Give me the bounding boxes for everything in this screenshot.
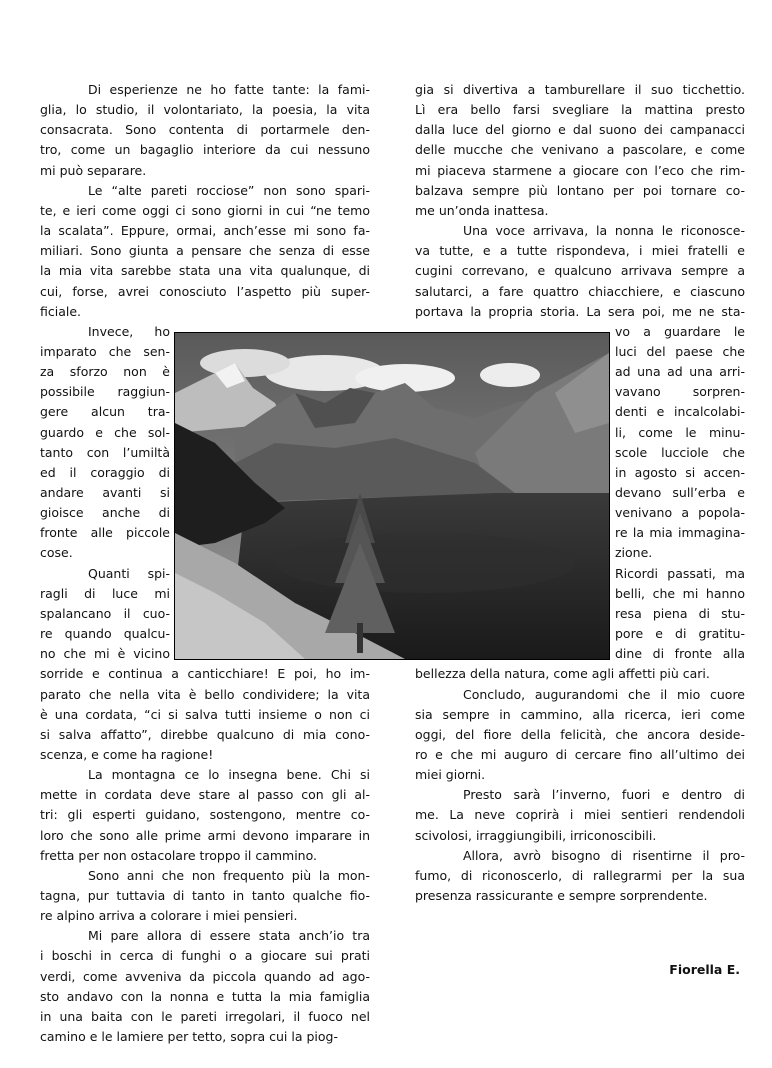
right-col-line: Una voce arrivava, la nonna le riconosce-: [463, 223, 745, 239]
right-col-line: zione.: [615, 545, 653, 561]
right-col-line: denti e incalcolabi-: [615, 404, 745, 420]
left-col-line: ficiale.: [40, 303, 82, 319]
right-col-line: in agosto si accen-: [615, 464, 745, 480]
right-col-line: scivolosi, irraggiungibili, irriconoscibili.: [415, 827, 657, 843]
right-col-line: Presto sarà l’inverno, fuori e dentro di: [463, 787, 745, 803]
right-col-line: sia sempre in cammino, alla ricerca, ieri come: [415, 706, 745, 722]
left-col-line: sorride e continua a canticchiare! E poi, ho im-: [40, 666, 370, 682]
left-col-line: te, e ieri come oggi ci sono giorni in cui “ne temo: [40, 202, 370, 218]
left-col-line: gere alcun tra-: [40, 404, 170, 420]
left-col-line: cose.: [40, 545, 73, 561]
left-col-line: tanto con l’umiltà: [40, 444, 170, 460]
left-col-line: i boschi in cerca di funghi o a giocare sui prati: [40, 948, 370, 964]
right-col-line: delle mucche che venivano a pascolare, e come: [415, 142, 745, 158]
right-col-line: re la mia immagina-: [615, 525, 745, 541]
left-col-line: guardo e che sol-: [40, 424, 170, 440]
left-col-line: consacrata. Sono contenta di portarmele den-: [40, 122, 370, 138]
left-col-line: fretta per non ostacolare troppo il cammino.: [40, 847, 318, 863]
left-col-line: parato che nella vita è bello condividere; la vita: [40, 686, 370, 702]
right-col-line: cugini correvano, e qualcuno arrivava sempre a: [415, 263, 745, 279]
right-col-line: belli, che mi hanno: [615, 585, 745, 601]
right-col-line: venivano a popola-: [615, 505, 745, 521]
left-col-line: andare avanti si: [40, 485, 170, 500]
left-col-line: scenza, e come ha ragione!: [40, 746, 214, 762]
right-col-line: bellezza della natura, come agli affetti più cari.: [415, 666, 710, 682]
left-col-line: re quando qualcu-: [40, 626, 170, 642]
right-col-line: portava la propria storia. La sera poi, me ne sta-: [415, 303, 745, 319]
left-col-line: è una cordata, “ci si salva tutti insieme o non ci: [40, 706, 370, 722]
left-col-line: La montagna ce lo insegna bene. Chi si: [88, 767, 370, 783]
left-col-line: Di esperienze ne ho fatte tante: la fami-: [88, 82, 370, 97]
left-col-line: la mia vita sarebbe stata una vita qualunque, di: [40, 263, 370, 279]
author-signature: Fiorella E.: [669, 962, 740, 977]
right-col-line: mi piaceva starmene a giocare con l’eco che rim-: [415, 162, 745, 178]
left-col-line: cui, forse, avrei conosciuto l’aspetto più super-: [40, 283, 370, 299]
left-col-line: Quanti spi-: [88, 565, 170, 581]
right-col-line: Concludo, augurandomi che il mio cuore: [463, 686, 745, 702]
left-col-line: camino e le lamiere per tetto, sopra cui la piog-: [40, 1029, 338, 1045]
right-col-line: vavano sorpren-: [615, 384, 745, 400]
left-col-line: za sforzo non è: [40, 364, 170, 380]
left-col-line: Invece, ho: [88, 323, 170, 339]
right-col-line: me un’onda inattesa.: [415, 202, 549, 218]
right-col-line: ro e che mi auguro di cercare fino all’ultimo dei: [415, 746, 745, 762]
left-col-line: miliari. Sono giunta a pensare che senza di esse: [40, 243, 370, 259]
right-col-line: salutarci, a fare quattro chiacchiere, e ciascuno: [415, 283, 745, 299]
right-col-line: va tutte, e a tutte rispondeva, i miei fratelli e: [415, 243, 745, 259]
left-col-line: loro che sono alle prime armi devono imparare in: [40, 827, 370, 843]
left-col-line: la scalata”. Eppure, ormai, anch’esse mi sono fa-: [40, 223, 370, 239]
right-col-line: Ricordi passati, ma: [615, 565, 745, 581]
right-col-line: me. La neve coprirà i miei sentieri rendendoli: [415, 807, 745, 823]
left-col-line: spalancano il cuo-: [40, 605, 170, 621]
left-col-line: imparato che sen-: [40, 343, 170, 359]
left-col-line: possibile raggiun-: [40, 384, 170, 400]
right-col-line: ad una ad una arri-: [615, 364, 745, 380]
right-col-line: resa piena di stu-: [615, 605, 745, 621]
right-col-line: fumo, di riconoscerlo, di rallegrarmi per la sua: [415, 867, 745, 883]
left-col-line: tro, come un bagaglio interiore da cui nessuno: [40, 142, 370, 158]
right-col-line: balzava sempre più lontano per poi tornare co-: [415, 182, 745, 198]
left-col-line: gioisce anche di: [40, 505, 170, 521]
left-col-line: mi può separare.: [40, 162, 147, 178]
left-col-line: fronte alle piccole: [40, 525, 170, 541]
left-col-line: Le “alte pareti rocciose” non sono spari-: [88, 182, 370, 198]
left-col-line: in una baita con le pareti irregolari, il fuoco nel: [40, 1008, 370, 1024]
right-col-line: oggi, del fiore della felicità, che ancora deside-: [415, 726, 745, 742]
left-col-line: glia, lo studio, il volontariato, la poesia, la vita: [40, 102, 370, 118]
left-col-line: no che mi è vicino: [40, 646, 170, 662]
left-col-line: ragli di luce mi: [40, 585, 170, 601]
right-col-line: vo a guardare le: [615, 323, 745, 339]
right-col-line: dalla luce del giorno e dal suono dei campanacci: [415, 122, 745, 138]
right-col-line: presenza rassicurante e sempre sorprendente.: [415, 888, 708, 903]
left-col-line: Mi pare allora di essere stata anch’io tra: [88, 928, 370, 944]
mountain-lake-photo: [174, 332, 610, 660]
left-col-line: sto andavo con la nonna e tutta la mia famiglia: [40, 988, 370, 1004]
right-col-line: li, come le minu-: [615, 424, 745, 440]
right-col-line: dine di fronte alla: [615, 646, 745, 662]
left-col-line: tagna, pur tuttavia di tanto in tanto qualche fio-: [40, 888, 370, 903]
right-col-line: scole lucciole che: [615, 444, 745, 460]
left-col-line: Sono anni che non frequento più la mon-: [88, 867, 370, 883]
left-col-line: ed il coraggio di: [40, 464, 170, 480]
left-col-line: tri: gli esperti guidano, sostengono, mentre co-: [40, 807, 370, 823]
right-col-line: gia si divertiva a tamburellare il suo ticchettio.: [415, 82, 745, 97]
right-col-line: luci del paese che: [615, 343, 745, 359]
right-col-line: Lì era bello farsi svegliare la mattina presto: [415, 102, 745, 118]
left-col-line: mette in cordata deve stare al passo con gli al-: [40, 787, 370, 803]
right-col-line: miei giorni.: [415, 767, 486, 783]
left-col-line: si salva affatto”, direbbe qualcuno di mia cono-: [40, 726, 370, 742]
right-col-line: devano sull’erba e: [615, 485, 745, 500]
right-col-line: pore e di gratitu-: [615, 626, 745, 642]
right-col-line: Allora, avrò bisogno di risentirne il pro-: [463, 847, 745, 863]
left-col-line: re alpino arriva a colorare i miei pensieri.: [40, 908, 298, 924]
left-col-line: verdi, come avveniva da piccola quando ad ago-: [40, 968, 370, 984]
